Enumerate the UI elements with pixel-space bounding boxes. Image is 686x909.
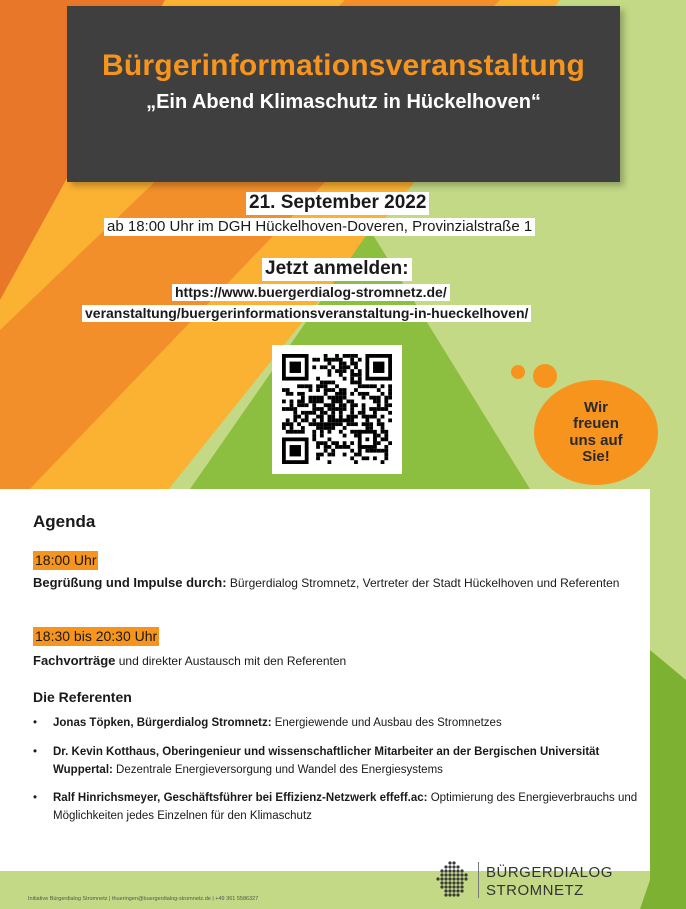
page-title: Bürgerinformationsveranstaltung <box>102 49 585 82</box>
agenda-item-1 <box>33 573 643 594</box>
title-box <box>67 6 620 182</box>
agenda-time-1: 18:00 Uhr <box>35 552 97 568</box>
logo-line2: STROMNETZ <box>486 882 584 899</box>
logo-line1: BÜRGERDIALOG <box>486 864 613 881</box>
decor-dot-small <box>511 365 525 379</box>
speaker-item <box>33 790 643 826</box>
speaker-topic: Energiewende und Ausbau des Stromnetzes <box>274 717 502 729</box>
event-time-location: ab 18:00 Uhr im DGH Hückelhoven-Doveren, Provinzialstraße 1 <box>104 218 535 236</box>
qr-code[interactable] <box>272 345 402 474</box>
registration-url-line1[interactable]: https://www.buergerdialog-stromnetz.de/ <box>172 284 450 301</box>
speakers-list <box>33 715 643 837</box>
agenda-item-1-heading: Begrüßung und Impulse durch: <box>33 575 227 590</box>
event-date: 21. September 2022 <box>246 192 429 215</box>
speaker-topic: Dezentrale Energieversorgung und Wandel des Energiesystems <box>116 763 443 776</box>
agenda-time-2: 18:30 bis 20:30 Uhr <box>35 628 158 644</box>
germany-dot-map-icon <box>434 860 472 900</box>
speaker-name: Ralf Hinrichsmeyer, Geschäftsführer bei Effizienz-Netzwerk effeff.ac: <box>53 792 428 805</box>
registration-url-line2[interactable]: veranstaltung/buergerinformationsveranstaltung-in-hueckelhoven/ <box>82 305 531 322</box>
speakers-title: Die Referenten <box>33 689 132 705</box>
decor-dot-medium <box>533 364 557 388</box>
agenda-item-2-heading: Fachvorträge <box>33 653 116 668</box>
speaker-name: Dr. Kevin Kotthaus, Oberingenieur und wissenschaftlicher Mitarbeiter an der Bergischen Universität Wuppertal: <box>53 745 600 776</box>
speaker-item <box>33 715 643 733</box>
footer-contact: Initiative Bürgerdialog Stromnetz | thueringen@buergerdialog-stromnetz.de | +49 361 5586327 <box>28 896 259 902</box>
qr-code-icon <box>282 354 392 464</box>
logo-divider <box>478 862 479 898</box>
welcome-bubble-text: Wir freuen uns auf Sie! <box>569 398 623 465</box>
register-heading: Jetzt anmelden: <box>262 258 412 281</box>
welcome-bubble <box>534 380 658 485</box>
agenda-title: Agenda <box>33 512 96 531</box>
speaker-topic: Optimierung des Energieverbrauchs und Möglichkeiten jedes Einzelnen für den Klimaschutz <box>53 792 638 823</box>
speaker-item <box>33 744 643 780</box>
page-subtitle: „Ein Abend Klimaschutz in Hückelhoven“ <box>146 91 541 113</box>
speaker-name: Jonas Töpken, Bürgerdialog Stromnetz: <box>53 717 272 729</box>
agenda-panel <box>0 489 650 871</box>
agenda-item-2 <box>33 651 643 672</box>
brand-logo <box>434 858 614 902</box>
agenda-item-1-text: Bürgerdialog Stromnetz, Vertreter der Stadt Hückelhoven und Referenten <box>229 576 620 590</box>
agenda-item-2-text: und direkter Austausch mit den Referenten <box>118 654 347 668</box>
